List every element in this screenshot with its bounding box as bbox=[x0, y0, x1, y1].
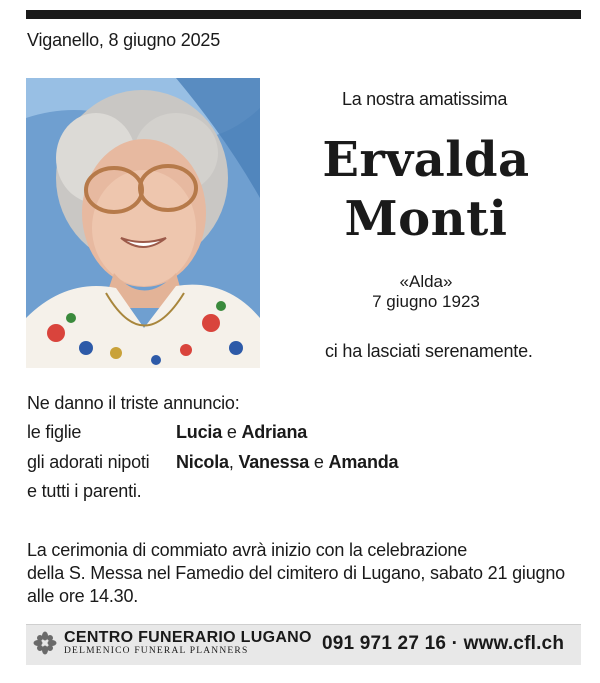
ceremony-line: alle ore 14.30. bbox=[27, 586, 139, 606]
name-separator: e bbox=[222, 422, 242, 442]
mourner-names bbox=[176, 452, 398, 473]
place-date: Viganello, 8 giugno 2025 bbox=[27, 30, 221, 50]
passed-text: ci ha lasciati serenamente. bbox=[325, 341, 533, 361]
intro-text: La nostra amatissima bbox=[342, 89, 508, 109]
top-rule bbox=[26, 10, 581, 19]
ceremony-line: La cerimonia di commiato avrà inizio con la celebrazione bbox=[27, 540, 468, 560]
mourner-name: Vanessa bbox=[238, 452, 310, 472]
name-separator: e bbox=[309, 452, 329, 472]
deceased-last-name: Monti bbox=[344, 191, 508, 247]
deceased-nickname: «Alda» bbox=[399, 272, 453, 291]
birth-date: 7 giugno 1923 bbox=[372, 292, 480, 311]
flower-icon bbox=[33, 631, 57, 655]
announce-heading: Ne danno il triste annuncio: bbox=[27, 393, 240, 413]
mourner-name: Adriana bbox=[241, 422, 308, 442]
mourner-name: Amanda bbox=[328, 452, 399, 472]
mourner-name: Lucia bbox=[176, 422, 223, 442]
deceased-first-name: Ervalda bbox=[322, 132, 530, 188]
funeral-home-contact: 091 971 27 16 · www.cfl.ch bbox=[322, 633, 565, 654]
funeral-home-subtitle: DELMENICO FUNERAL PLANNERS bbox=[64, 646, 249, 656]
mourner-relation: gli adorati nipoti bbox=[27, 452, 150, 472]
mourner-relation: e tutti i parenti. bbox=[27, 481, 142, 501]
ceremony-text bbox=[27, 539, 587, 608]
portrait-photo bbox=[26, 78, 260, 368]
ceremony-line: della S. Messa nel Famedio del cimitero di Lugano, sabato 21 giugno bbox=[27, 563, 565, 583]
mourner-names bbox=[176, 422, 307, 443]
mourner-name: Nicola bbox=[176, 452, 229, 472]
funeral-home-name: CENTRO FUNERARIO LUGANO bbox=[64, 629, 312, 646]
mourner-relation: le figlie bbox=[27, 422, 82, 442]
name-separator: , bbox=[228, 452, 239, 472]
